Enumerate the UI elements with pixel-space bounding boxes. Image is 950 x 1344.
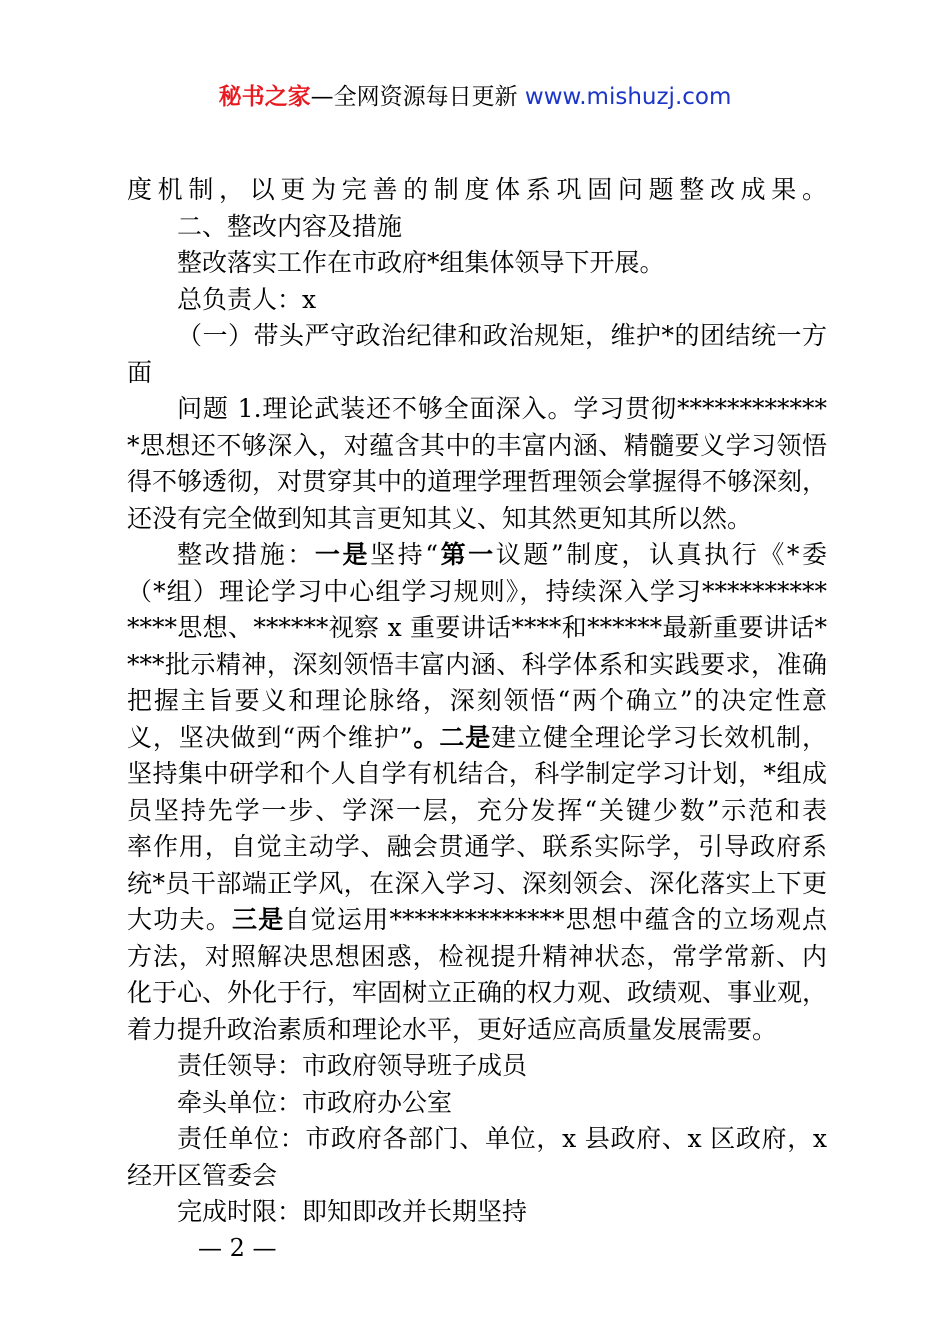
measures-line (127, 720, 827, 757)
measures-line: 化于心、外化于行，牢固树立正确的权力观、政绩观、事业观， (127, 978, 828, 1007)
site-header (0, 80, 950, 114)
measures-line: 坚持集中研学和个人自学有机结合，科学制定学习计划，*组成 (127, 759, 827, 788)
measures-line: ***批示精神，深刻领悟丰富内涵、科学体系和实践要求，准确 (127, 649, 827, 679)
measures-text: 议题”制度，认真执行《*委 (495, 540, 827, 569)
measures-line: 员坚持先学一步、学深一层，充分发挥“关键少数”示范和表 (127, 795, 827, 825)
deadline: 完成时限：即知即改并长期坚持 (177, 1197, 528, 1226)
bold-marker: 第一 (438, 540, 496, 569)
measures-label: 整改措施： (177, 540, 315, 569)
measures-text: 自觉运用**************思想中蕴含的立场观点 (284, 905, 827, 934)
problem-line: 问题 1.理论武装还不够全面深入。学习贯彻************ (177, 394, 827, 423)
header-tagline: —全网资源每日更新 (310, 84, 518, 110)
measures-text: 坚持“ (370, 540, 439, 569)
subsection-heading-cont: 面 (127, 357, 153, 387)
body-line: 度机制，以更为完善的制度体系巩固问题整改成果。 (127, 175, 827, 204)
measures-text: 大功夫。 (127, 905, 232, 934)
measures-line (127, 537, 827, 574)
measures-line: 把握主旨要义和理论脉络，深刻领悟“两个确立”的决定性意 (127, 686, 827, 715)
measures-line: ****思想、******视察 x 重要讲话****和******最新重要讲话* (127, 613, 827, 642)
measures-text: 义，坚决做到“两个维护” (127, 722, 413, 752)
bold-marker: 一是 (314, 540, 371, 569)
page-number: — 2 — (198, 1234, 277, 1262)
measures-line: 方法，对照解决思想困惑，检视提升精神状态，常学常新、内 (127, 941, 827, 971)
document-body (127, 172, 827, 1231)
bold-marker: 三是 (232, 905, 285, 934)
measures-line: （*组）理论学习中心组学习规则》，持续深入学习********** (127, 576, 827, 606)
problem-line: 还没有完全做到知其言更知其义、知其然更知其所以然。 (127, 503, 753, 533)
problem-line: 得不够透彻，对贯穿其中的道理学理哲理领会掌握得不够深刻， (127, 467, 828, 496)
site-url-link[interactable]: www.mishuzj.com (524, 84, 732, 110)
measures-line: 率作用，自觉主动学、融会贯通学、联系实际学，引导政府系 (127, 832, 827, 861)
subsection-heading: （一）带头严守政治纪律和政治规矩，维护*的团结统一方 (177, 321, 827, 350)
measures-text: 建立健全理论学习长效机制， (491, 722, 827, 752)
bold-marker: 。二是 (412, 722, 492, 752)
responsible-units-cont: 经开区管委会 (127, 1160, 278, 1190)
measures-line: 着力提升政治素质和理论水平，更好适应高质量发展需要。 (127, 1014, 778, 1044)
body-line: 整改落实工作在市政府*组集体领导下开展。 (177, 248, 665, 277)
problem-line: *思想还不够深入，对蕴含其中的丰富内涵、精髓要义学习领悟 (127, 430, 827, 460)
measures-line: 统*员干部端正学风，在深入学习、深刻领会、深化落实上下更 (127, 868, 827, 898)
responsible-units: 责任单位：市政府各部门、单位，x 县政府、x 区政府，x (177, 1124, 827, 1153)
section-heading: 二、整改内容及措施 (177, 211, 403, 241)
brand-name: 秘书之家 (218, 84, 311, 110)
body-line: 总负责人：x (177, 284, 317, 314)
measures-line (127, 902, 827, 939)
responsible-leader: 责任领导：市政府领导班子成员 (177, 1051, 528, 1080)
lead-unit: 牵头单位：市政府办公室 (177, 1087, 453, 1117)
